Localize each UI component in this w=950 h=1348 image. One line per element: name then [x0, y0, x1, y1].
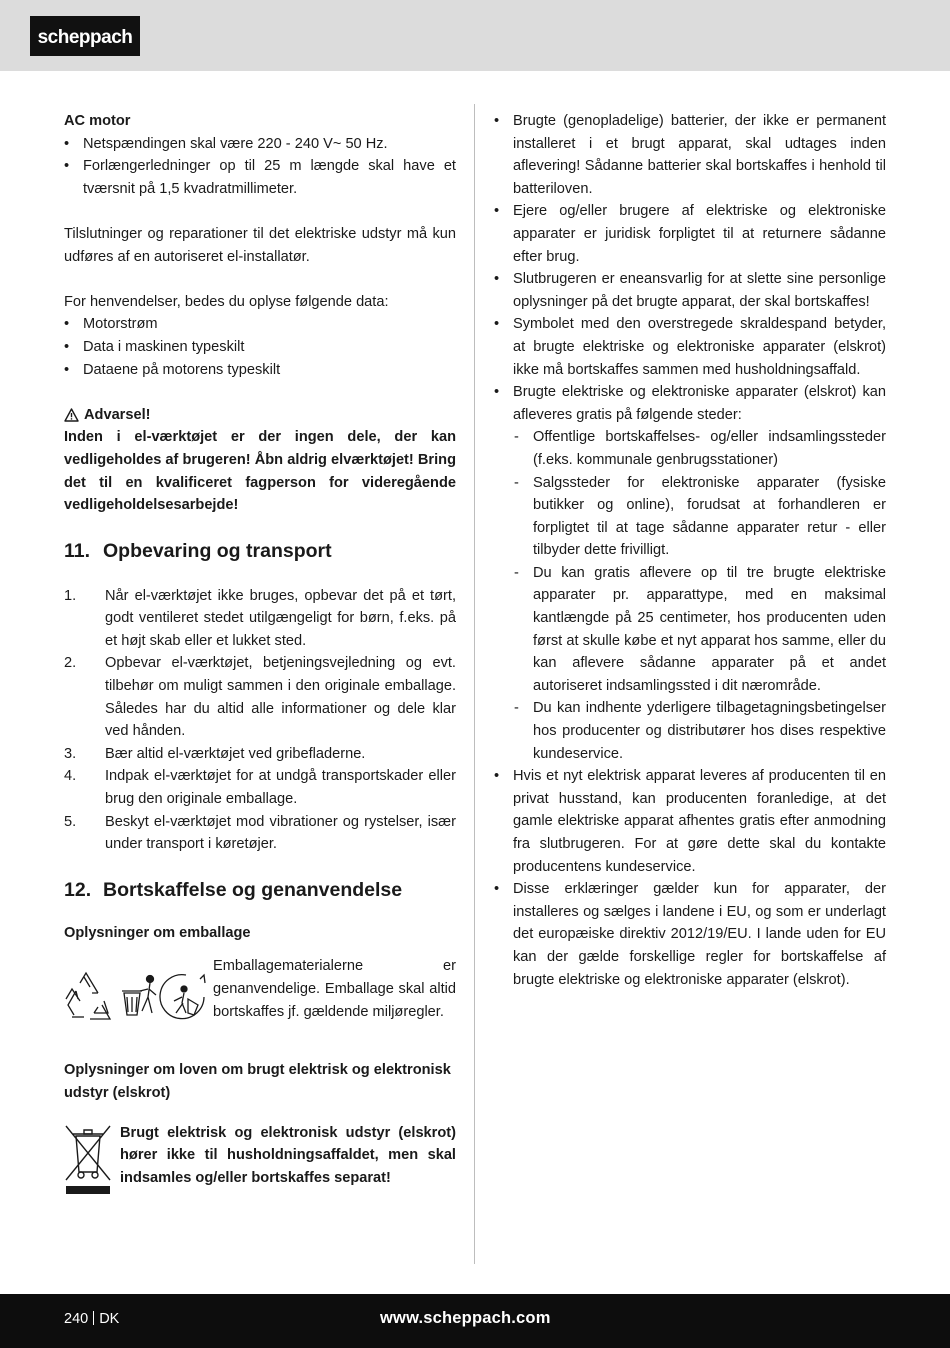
item-number: 2. — [64, 655, 77, 672]
section-12-heading — [64, 876, 456, 904]
sub-list-item: - Salgssteder for elektroniske apparater (fysiske butikker og online), forudsat at forhandleren er forpligtet til at tage sådanne apparater retur - eller tilbyder dette frivilligt. — [513, 472, 886, 562]
list-item — [64, 811, 456, 856]
list-item: • Dataene på motorens typeskilt — [64, 359, 456, 382]
list-item: • Netspændingen skal være 220 - 240 V~ 50 Hz. — [64, 133, 456, 156]
list-item: • Ejere og/eller brugere af elektriske og elektroniske apparater er juridisk forpligtet til at returnere sådanne efter brug. — [494, 200, 886, 268]
sub-list-item: - Offentlige bortskaffelses- og/eller indsamlingssteder (f.eks. kommunale genbrugsstationer) — [513, 426, 886, 471]
warning-text: Inden i el-værktøjet er der ingen dele, der kan vedligeholdes af brugeren! Åbn aldrig elværktøjet! Bring det til en kvalificeret fagperson for videregående vedligeholdelsesarbejde! — [64, 429, 456, 514]
sub-list-item: - Du kan indhente yderligere tilbagetagningsbetingelser hos producenter og distributører hos dises respektive kundeservice. — [513, 697, 886, 765]
right-column — [494, 110, 886, 991]
brand-logo — [30, 16, 140, 56]
section-title: Opbevaring og transport — [103, 539, 332, 562]
connection-note: Tilslutninger og reparationer til det elektriske udstyr må kun udføres af en autoriseret el-installatør. — [64, 225, 456, 265]
item-text: Beskyt el-værktøjet mod vibrationer og rystelser, især under transport i køretøjer. — [105, 813, 456, 853]
item-text: Opbevar el-værktøjet, betjeningsvejledning og evt. tilbehør om muligt sammen i den originale emballage. Således har du altid alle informationer og dele klar ved hånden. — [105, 655, 456, 740]
weee-text: Brugt elektrisk og elektronisk udstyr (elskrot) hører ikke til husholdningsaffaldet, men skal indsamles og/eller bortskaffes separat! — [120, 1124, 456, 1186]
item-number: 5. — [64, 813, 77, 830]
list-item: • Motorstrøm — [64, 313, 456, 336]
packaging-block — [64, 955, 456, 1047]
free-return-places — [513, 426, 886, 765]
inquiry-intro: For henvendelser, bedes du oplyse følgende data: — [64, 293, 389, 310]
list-item — [64, 585, 456, 653]
packaging-heading: Oplysninger om emballage — [64, 924, 251, 941]
footer-url: www.scheppach.com — [380, 1309, 551, 1327]
section-11-heading — [64, 537, 456, 565]
warning-header — [64, 404, 456, 427]
item-number: 3. — [64, 745, 77, 762]
list-item — [494, 381, 886, 765]
list-item: • Disse erklæringer gælder kun for apparater, der installeres og sælges i landene i EU, og som er underlagt det europæiske direktiv 2012/19/EU. I lande uden for EU kan der gælde forskellige regler for bortskaffelse af brugte elektriske og elektroniske apparater (elskrot). — [494, 878, 886, 991]
packaging-text: Emballagematerialerne er genanvendelige. Emballage skal altid bortskaffes jf. gældende miljøregler. — [213, 958, 456, 1020]
storage-list — [64, 585, 456, 856]
page-number-value: 240 — [64, 1311, 89, 1327]
sub-list-item: - Du kan gratis aflevere op til tre brugte elektriske apparater pr. apparattype, med en maksimal kantlængde på 25 centimeter, hos producenten uden først at skulle købe et nyt apparat hos samme, eller du kan aflevere sådanne apparater på et andet autoriseret indsamlingssted i dit nærområde. — [513, 562, 886, 698]
column-divider — [474, 104, 475, 1264]
list-item: • Symbolet med den overstregede skraldespand betyder, at brugte elektriske og elektroniske apparater (elskrot) ikke må bortskaffes sammen med husholdningsaffald. — [494, 313, 886, 381]
header-band — [0, 0, 950, 71]
page-number — [64, 1310, 119, 1328]
disposal-list — [494, 110, 886, 991]
section-number: 12. — [64, 878, 92, 901]
ac-motor-list — [64, 133, 456, 201]
free-return-intro: Brugte elektriske og elektroniske apparater (elskrot) kan afleveres gratis på følgende steder: — [513, 384, 886, 423]
section-number: 11. — [64, 539, 91, 562]
warning-label: Advarsel! — [84, 406, 151, 423]
warning-triangle-icon — [64, 408, 79, 422]
list-item: • Brugte (genopladelige) batterier, der ikke er permanent installeret i et brugt apparat, skal udtages inden aflevering! Sådanne batterier skal bortskaffes i henhold til batteriloven. — [494, 110, 886, 200]
list-item: • Slutbrugeren er eneansvarlig for at slette sine personlige oplysninger på det brugte apparat, der skal bortskaffes! — [494, 268, 886, 313]
list-item — [64, 652, 456, 742]
item-text: Bær altid el-værktøjet ved gribefladerne. — [105, 745, 366, 762]
weee-block — [64, 1122, 456, 1214]
item-number: 4. — [64, 768, 77, 785]
recycling-symbols-icon — [64, 969, 206, 1031]
list-item: • Data i maskinen typeskilt — [64, 336, 456, 359]
brand-logo-text: scheppach — [37, 27, 133, 48]
section-title: Bortskaffelse og genanvendelse — [103, 878, 403, 901]
item-number: 1. — [64, 587, 77, 604]
list-item: • Hvis et nyt elektrisk apparat leveres af producenten til en privat husstand, kan producenten foranledige, at det gamle elektriske apparat afhentes gratis efter anmodning fra slutbrugeren. For at gøre dette skal du kontakte producentens kundeservice. — [494, 765, 886, 878]
ac-motor-title: AC motor — [64, 113, 131, 129]
crossed-out-bin-icon — [64, 1124, 112, 1202]
list-item — [64, 743, 456, 766]
list-item: • Forlængerledninger op til 25 m længde skal have et tværsnit på 1,5 kvadratmillimeter. — [64, 155, 456, 200]
item-text: Indpak el-værktøjet for at undgå transportskader eller brug den originale emballage. — [105, 768, 456, 808]
left-column — [64, 110, 456, 1214]
weee-heading: Oplysninger om loven om brugt elektrisk og elektronisk udstyr (elskrot) — [64, 1062, 451, 1101]
language-code: DK — [99, 1311, 120, 1327]
list-item — [64, 765, 456, 810]
inquiry-list — [64, 313, 456, 381]
item-text: Når el-værktøjet ikke bruges, opbevar det på et tørt, godt ventileret stedet utilgængeligt for børn, f.eks. på et højt skab eller et lukket sted. — [105, 587, 456, 649]
